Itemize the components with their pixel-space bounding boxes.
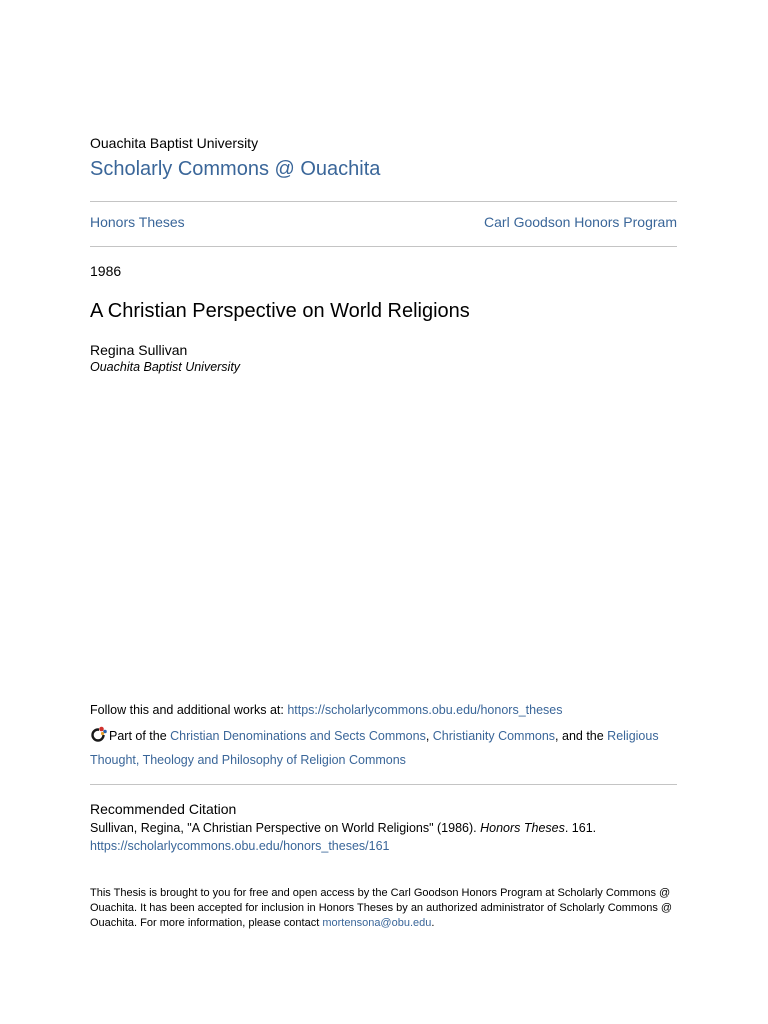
document-title: A Christian Perspective on World Religions [90, 300, 470, 322]
program-link[interactable]: Carl Goodson Honors Program [484, 214, 677, 230]
divider [90, 201, 677, 202]
part-of-and: , and the [555, 729, 608, 743]
part-of-line [90, 726, 677, 771]
divider [90, 246, 677, 247]
network-icon [90, 726, 107, 750]
series-link[interactable]: Honors Theses [90, 214, 185, 230]
access-notice-text: This Thesis is brought to you for free and open access by the Carl Goodson Honors Program at Scholarly Commons @ Ouachita. It has been accepted for inclusion in Honors Theses by an authorized administrator of Scholarly Commons @ Ouachita. For more information, please contact [90, 887, 673, 929]
follow-url-link[interactable]: https://scholarlycommons.obu.edu/honors_theses [287, 703, 563, 717]
part-of-separator: , [425, 729, 433, 743]
cover-page [90, 0, 677, 1024]
access-notice [90, 886, 677, 931]
citation-journal: Honors Theses [480, 821, 565, 835]
citation-text [90, 821, 596, 835]
publication-year: 1986 [90, 263, 122, 279]
commons-link-3[interactable]: Religious Thought, Theology and Philosophy of Religion Commons [90, 729, 659, 767]
follow-line [90, 703, 562, 717]
citation-url-link[interactable]: https://scholarlycommons.obu.edu/honors_theses/161 [90, 839, 390, 853]
commons-link-1[interactable]: Christian Denominations and Sects Commons [170, 729, 426, 743]
part-of-prefix: Part of the [109, 729, 171, 743]
author-affiliation: Ouachita Baptist University [90, 360, 241, 374]
access-notice-end: . [431, 917, 435, 929]
follow-label: Follow this and additional works at: [90, 703, 288, 717]
commons-link-2[interactable]: Christianity Commons [432, 729, 556, 743]
citation-heading: Recommended Citation [90, 801, 237, 817]
citation-body: Sullivan, Regina, "A Christian Perspective on World Religions" (1986). [90, 821, 481, 835]
divider [90, 784, 677, 785]
citation-suffix: . 161. [564, 821, 597, 835]
author-name: Regina Sullivan [90, 342, 188, 358]
contact-email-link[interactable]: mortensona@obu.edu [322, 917, 432, 929]
repository-link[interactable]: Scholarly Commons @ Ouachita [90, 158, 381, 180]
institution-name: Ouachita Baptist University [90, 135, 259, 151]
